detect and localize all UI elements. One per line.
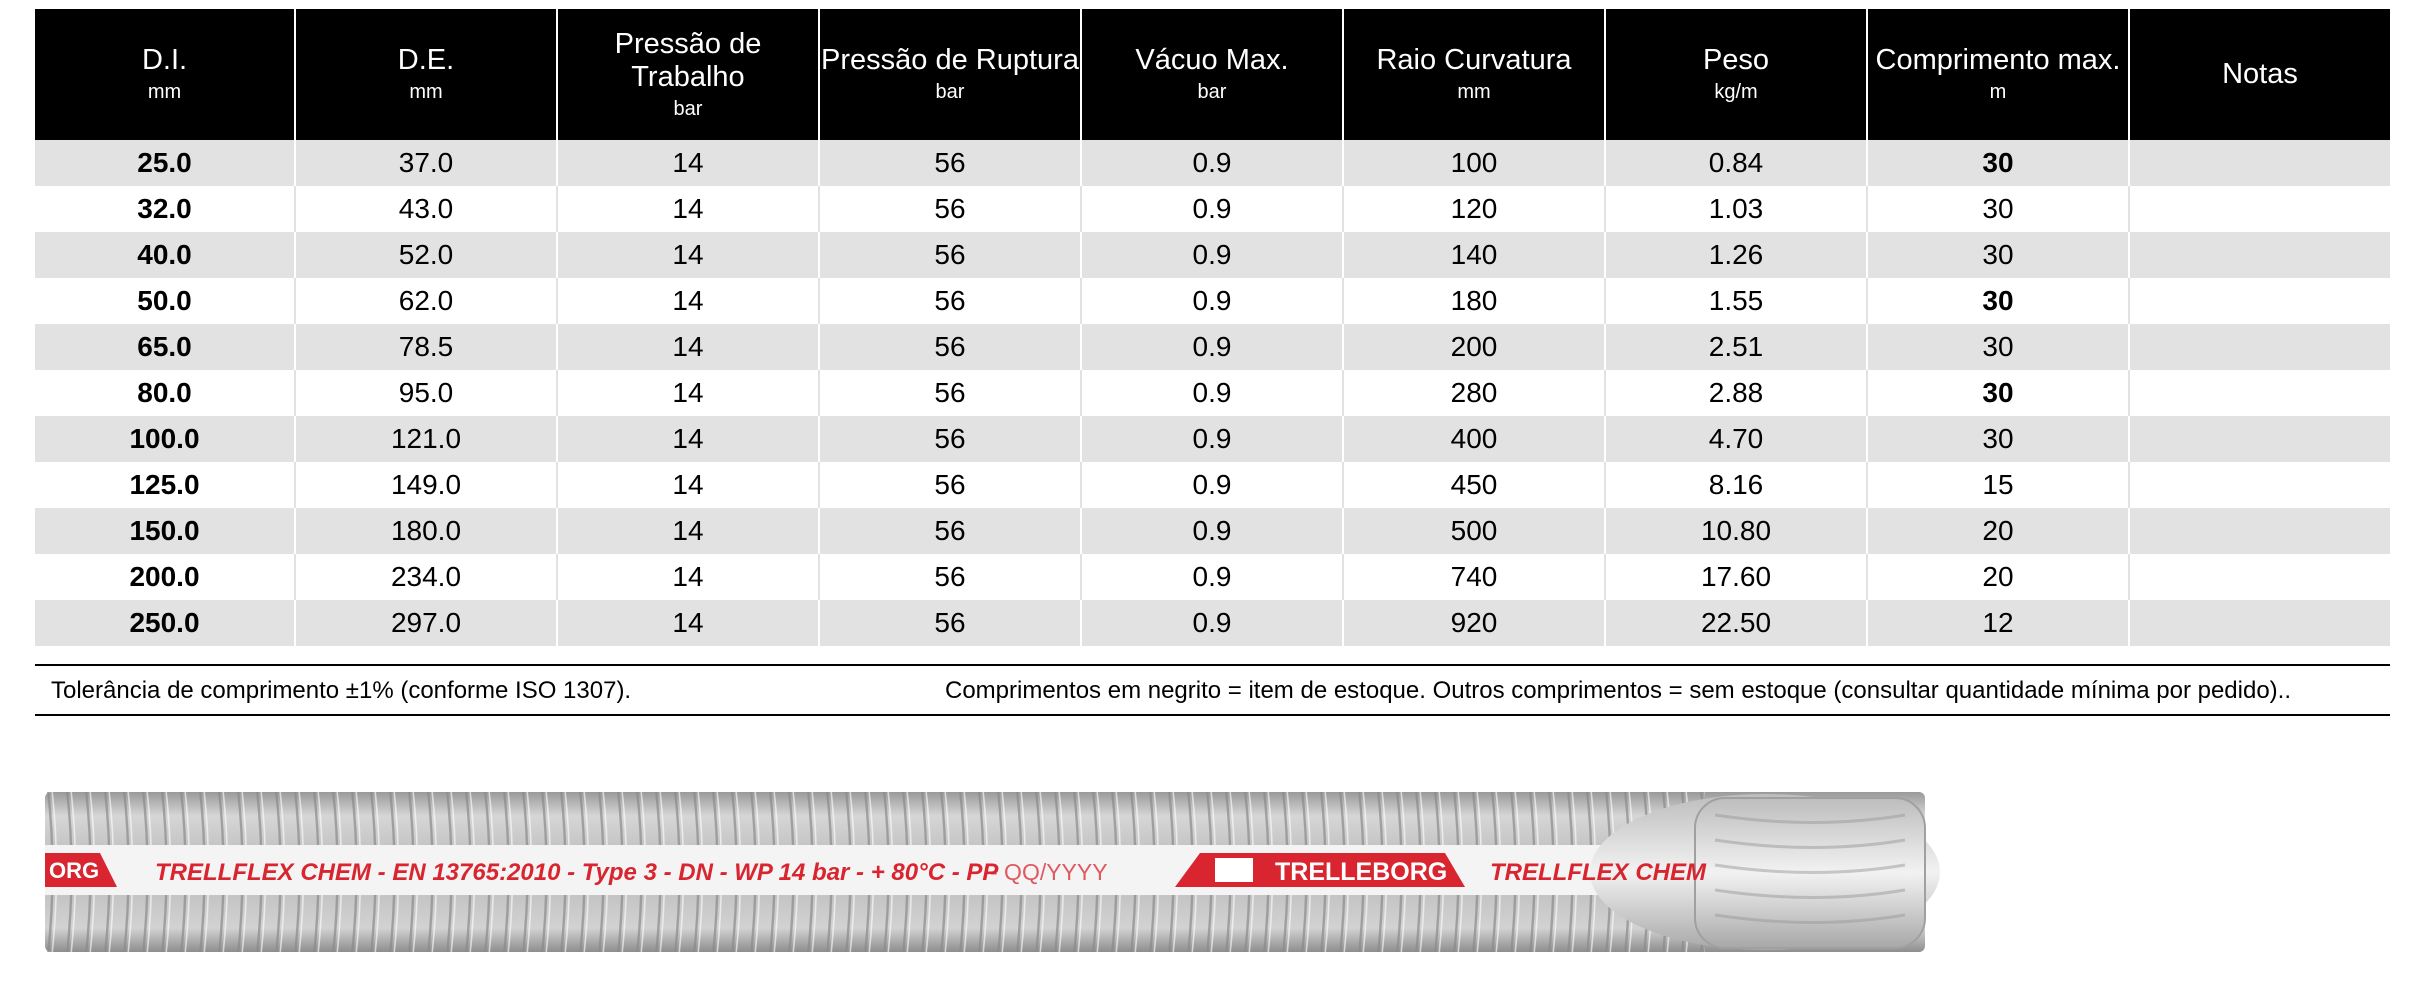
max-length-cell: 30 — [1867, 232, 2129, 278]
header-cell — [1867, 9, 2129, 140]
weight-cell: 2.88 — [1605, 370, 1867, 416]
burst-pressure-cell: 56 — [819, 232, 1081, 278]
vacuum-cell: 0.9 — [1081, 232, 1343, 278]
burst-pressure-cell: 56 — [819, 324, 1081, 370]
hose-date-code: - QQ/YYYY — [990, 859, 1108, 885]
weight-cell: 1.26 — [1605, 232, 1867, 278]
max-length-cell: 15 — [1867, 462, 2129, 508]
weight-cell: 22.50 — [1605, 600, 1867, 646]
max-length-cell: 30 — [1867, 324, 2129, 370]
table-row — [35, 462, 2390, 508]
table-row — [35, 508, 2390, 554]
table-row — [35, 232, 2390, 278]
weight-cell: 17.60 — [1605, 554, 1867, 600]
bend-radius-cell: 280 — [1343, 370, 1605, 416]
burst-pressure-cell: 56 — [819, 554, 1081, 600]
de-cell: 297.0 — [295, 600, 557, 646]
working-pressure-cell: 14 — [557, 508, 819, 554]
de-cell: 37.0 — [295, 140, 557, 186]
bend-radius-cell: 100 — [1343, 140, 1605, 186]
working-pressure-cell: 14 — [557, 232, 819, 278]
table-row — [35, 554, 2390, 600]
working-pressure-cell: 14 — [557, 416, 819, 462]
header-unit: bar — [935, 81, 965, 103]
di-cell: 65.0 — [35, 324, 295, 370]
header-unit: mm — [1457, 81, 1491, 103]
header-row — [35, 9, 2390, 140]
working-pressure-cell: 14 — [557, 370, 819, 416]
de-cell: 180.0 — [295, 508, 557, 554]
header-unit: m — [1989, 81, 2007, 103]
bend-radius-cell: 140 — [1343, 232, 1605, 278]
working-pressure-cell: 14 — [557, 278, 819, 324]
burst-pressure-cell: 56 — [819, 278, 1081, 324]
header-cell — [557, 9, 819, 140]
burst-pressure-cell: 56 — [819, 186, 1081, 232]
header-label: Peso — [1702, 44, 1770, 76]
di-cell: 80.0 — [35, 370, 295, 416]
header-cell — [2129, 9, 2390, 140]
di-cell: 40.0 — [35, 232, 295, 278]
header-unit: kg/m — [1714, 81, 1758, 103]
header-cell — [819, 9, 1081, 140]
max-length-cell: 20 — [1867, 508, 2129, 554]
notes-cell — [2129, 508, 2390, 554]
vacuum-cell: 0.9 — [1081, 462, 1343, 508]
working-pressure-cell: 14 — [557, 140, 819, 186]
table-body — [35, 140, 2390, 646]
notes-cell — [2129, 140, 2390, 186]
di-cell: 32.0 — [35, 186, 295, 232]
header-label: D.E. — [397, 44, 455, 76]
bend-radius-cell: 740 — [1343, 554, 1605, 600]
di-cell: 100.0 — [35, 416, 295, 462]
vacuum-cell: 0.9 — [1081, 324, 1343, 370]
di-cell: 50.0 — [35, 278, 295, 324]
weight-cell: 1.55 — [1605, 278, 1867, 324]
bend-radius-cell: 120 — [1343, 186, 1605, 232]
max-length-cell: 30 — [1867, 186, 2129, 232]
burst-pressure-cell: 56 — [819, 600, 1081, 646]
vacuum-cell: 0.9 — [1081, 508, 1343, 554]
table-row — [35, 278, 2390, 324]
working-pressure-cell: 14 — [557, 600, 819, 646]
hose-marking-repeat: TRELLFLEX CHEM — [1490, 859, 1706, 886]
burst-pressure-cell: 56 — [819, 508, 1081, 554]
notes-cell — [2129, 416, 2390, 462]
notes-cell — [2129, 324, 2390, 370]
di-cell: 125.0 — [35, 462, 295, 508]
de-cell: 149.0 — [295, 462, 557, 508]
bend-radius-cell: 450 — [1343, 462, 1605, 508]
brand-fragment-text: ORG — [49, 858, 100, 883]
weight-cell: 1.03 — [1605, 186, 1867, 232]
bend-radius-cell: 180 — [1343, 278, 1605, 324]
vacuum-cell: 0.9 — [1081, 600, 1343, 646]
de-cell: 121.0 — [295, 416, 557, 462]
bend-radius-cell: 500 — [1343, 508, 1605, 554]
working-pressure-cell: 14 — [557, 554, 819, 600]
table-row — [35, 324, 2390, 370]
vacuum-cell: 0.9 — [1081, 370, 1343, 416]
notes-cell — [2129, 186, 2390, 232]
header-label: Notas — [2222, 58, 2298, 90]
header-label: Pressão de Trabalho — [614, 27, 762, 93]
max-length-cell: 30 — [1867, 370, 2129, 416]
brand-text: TRELLEBORG — [1275, 858, 1448, 886]
header-label: D.I. — [141, 44, 188, 76]
burst-pressure-cell: 56 — [819, 416, 1081, 462]
tolerance-note: Tolerância de comprimento ±1% (conforme ISO 1307). — [51, 677, 632, 704]
header-cell — [35, 9, 295, 140]
di-cell: 25.0 — [35, 140, 295, 186]
di-cell: 200.0 — [35, 554, 295, 600]
header-cell — [1343, 9, 1605, 140]
hose-illustration — [45, 790, 1975, 955]
header-unit: mm — [147, 81, 182, 103]
table-row — [35, 370, 2390, 416]
header-label: Raio Curvatura — [1376, 44, 1572, 76]
burst-pressure-cell: 56 — [819, 140, 1081, 186]
notes-cell — [2129, 370, 2390, 416]
weight-cell: 4.70 — [1605, 416, 1867, 462]
table-row — [35, 186, 2390, 232]
notes-cell — [2129, 554, 2390, 600]
working-pressure-cell: 14 — [557, 324, 819, 370]
header-cell — [1605, 9, 1867, 140]
de-cell: 78.5 — [295, 324, 557, 370]
notes-cell — [2129, 232, 2390, 278]
weight-cell: 8.16 — [1605, 462, 1867, 508]
burst-pressure-cell: 56 — [819, 462, 1081, 508]
bend-radius-cell: 400 — [1343, 416, 1605, 462]
vacuum-cell: 0.9 — [1081, 554, 1343, 600]
header-unit: bar — [673, 97, 703, 120]
max-length-cell: 30 — [1867, 140, 2129, 186]
header-unit: mm — [409, 81, 443, 103]
max-length-cell: 12 — [1867, 600, 2129, 646]
working-pressure-cell: 14 — [557, 186, 819, 232]
table-header — [35, 9, 2390, 140]
table-row — [35, 600, 2390, 646]
table-row — [35, 140, 2390, 186]
de-cell: 52.0 — [295, 232, 557, 278]
brand-logo-icon — [1215, 858, 1253, 882]
header-cell — [1081, 9, 1343, 140]
spec-table — [35, 9, 2390, 646]
bend-radius-cell: 920 — [1343, 600, 1605, 646]
vacuum-cell: 0.9 — [1081, 140, 1343, 186]
weight-cell: 2.51 — [1605, 324, 1867, 370]
hose-marking-text: TRELLFLEX CHEM - EN 13765:2010 - Type 3 - DN - WP 14 bar - + 80°C - PP — [155, 859, 999, 886]
notes-cell — [2129, 462, 2390, 508]
header-unit: bar — [1197, 81, 1227, 103]
max-length-cell: 30 — [1867, 416, 2129, 462]
vacuum-cell: 0.9 — [1081, 278, 1343, 324]
max-length-cell: 20 — [1867, 554, 2129, 600]
vacuum-cell: 0.9 — [1081, 416, 1343, 462]
weight-cell: 10.80 — [1605, 508, 1867, 554]
header-label: Vácuo Max. — [1135, 44, 1289, 76]
bend-radius-cell: 200 — [1343, 324, 1605, 370]
header-cell — [295, 9, 557, 140]
notes-line — [35, 664, 2390, 716]
header-label: Pressão de Ruptura — [821, 44, 1079, 76]
max-length-cell: 30 — [1867, 278, 2129, 324]
header-label: Comprimento max. — [1875, 44, 2121, 76]
notes-cell — [2129, 600, 2390, 646]
de-cell: 62.0 — [295, 278, 557, 324]
de-cell: 43.0 — [295, 186, 557, 232]
notes-cell — [2129, 278, 2390, 324]
burst-pressure-cell: 56 — [819, 370, 1081, 416]
working-pressure-cell: 14 — [557, 462, 819, 508]
vacuum-cell: 0.9 — [1081, 186, 1343, 232]
weight-cell: 0.84 — [1605, 140, 1867, 186]
di-cell: 250.0 — [35, 600, 295, 646]
de-cell: 234.0 — [295, 554, 557, 600]
de-cell: 95.0 — [295, 370, 557, 416]
di-cell: 150.0 — [35, 508, 295, 554]
table-row — [35, 416, 2390, 462]
stock-note: Comprimentos em negrito = item de estoque. Outros comprimentos = sem estoque (consultar quantidade mínima por pedido).. — [945, 677, 2292, 704]
